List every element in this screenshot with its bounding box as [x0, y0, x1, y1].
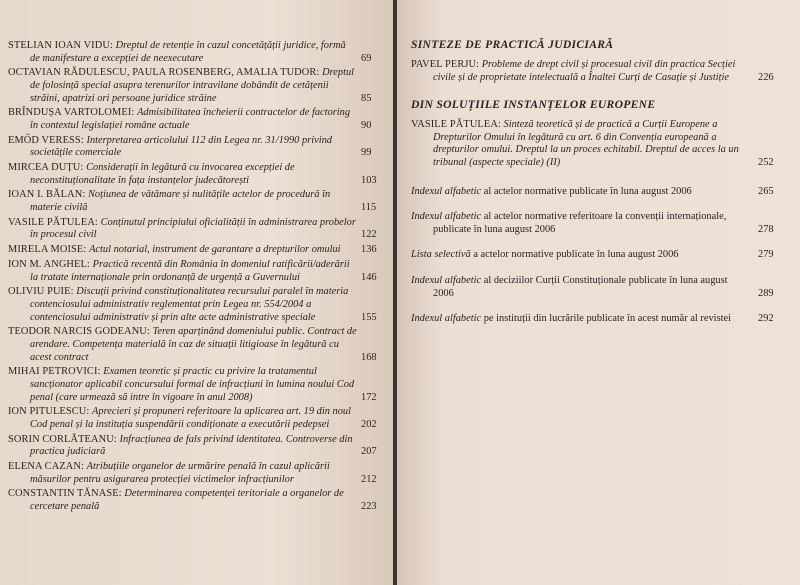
toc-entry: EMŐD VERESS: Interpretarea articolului 112 din Legea nr. 31/1990 privind societățile comerciale 99 [8, 134, 372, 159]
entry-author: PAVEL PERJU: [411, 59, 480, 70]
toc-entry: MIRELA MOISE: Actul notarial, instrument de garantare a drepturilor omului 136 [8, 244, 377, 256]
entry-author: ELENA CAZAN: [8, 461, 87, 473]
left-page [0, 0, 393, 585]
entry-title: Aprecieri și propuneri referitoare la aplicarea art. 19 din noul Cod penal și la instituția suspendării condiționate a executării pedepsei [30, 406, 352, 430]
entry-title: Noțiunea de vătămare și nulitățile actelor de procedură în materie civilă [30, 189, 331, 214]
entry-title: Probleme de drept civil și procesual civil din practica Secției civile și de proprietate intelectuală a Înaltei Curți de Casație și Justiție [433, 59, 736, 83]
index-entry-text: al deciziilor Curții Constituționale publicate în luna august 2006 [433, 274, 728, 299]
entry-author: MIRCEA DUȚU: [8, 162, 87, 174]
toc-entry: ION PITULESCU: Aprecieri și propuneri referitoare la aplicarea art. 19 din noul Cod penal și la instituția suspendării condiționate a executării pedepsei 202 [8, 406, 377, 430]
entry-author: VASILE PĂTULEA: [411, 119, 501, 131]
entry-title: Atribuțiile organelor de urmărire penală în cazul aplicării măsurilor pentru asigurarea protecției victimelor infracțiunilor [30, 461, 330, 485]
toc-entry: MIRCEA DUȚU: Considerații în legătură cu invocarea excepției de neconstituționalitate în fața instanțelor judecătorești 103 [8, 162, 377, 186]
toc-entry-perju: PAVEL PERJU: Probleme de drept civil și procesual civil din practica Secției civile și de proprietate intelectuală a Înaltei Curți de Casație și Justiție 226 [411, 59, 774, 83]
index-entry-lead: Indexul alfabetic [411, 313, 484, 325]
entry-title: Dreptul de folosință special asupra terenurilor intravilane dobândit de cetățenii străini, apatrizi ori persoane juridice străine [30, 67, 355, 104]
index-entry-text: al actelor normative publicate în luna august 2006 [483, 185, 692, 197]
entry-author: SORIN CORLĂTEANU: [8, 433, 120, 445]
entry-author: TEODOR NARCIS GODEANU: [8, 326, 153, 338]
entry-title: Teren aparținând domeniului public. Contract de arendare. Competența materială în caz de situații litigioase în legătură cu acest contract [30, 326, 357, 363]
entry-title: Admisibilitatea încheierii contractelor de factoring în contextul legislației române actuale [30, 107, 351, 131]
entry-title: Actul notarial, instrument de garantare a drepturilor omului [89, 244, 341, 256]
entry-author: CONSTANTIN TĂNASE: [8, 488, 125, 500]
entry-author: EMŐD VERESS: [8, 134, 87, 146]
index-entry: Indexul alfabetic pe instituții din lucrările publicate în acest număr al revistei 292 [411, 313, 774, 325]
entry-title: Dreptul de retenție în cazul concetățății juridice, formă de manifestare a excepției de neexecutare [30, 40, 346, 64]
index-entry-text: pe instituții din lucrările publicate în acest număr al revistei [483, 313, 731, 325]
entry-title: Sinteză teoretică și de practică a Curții Europene a Drepturilor Omului în legătură cu art. 6 din Convenția europeană a drepturilor omului. Dreptul la un proces echitabil. Dreptul de acces la un tribunal (aspecte speciale) (II) [433, 119, 739, 168]
toc-entry: MIHAI PETROVICI: Examen teoretic și practic cu privire la tratamentul sancționator aplicabil concursului formal de infracțiuni în lumina noului Cod penal (care urmează să intre în vigoare în anul 2008) 172 [8, 366, 377, 403]
toc-entry: SORIN CORLĂTEANU: Infracțiunea de fals privind identitatea. Controverse din practica judiciară 207 [8, 433, 377, 458]
entry-author: OLIVIU PUIE: [8, 286, 77, 298]
index-entry: Indexul alfabetic al deciziilor Curții Constituționale publicate în luna august 2006 289 [411, 274, 774, 299]
index-entry-lead: Indexul alfabetic [411, 211, 484, 223]
toc-entry: CONSTANTIN TĂNASE: Determinarea competenței teritoriale a organelor de cercetare penală 223 [8, 488, 377, 512]
entry-title: Determinarea competenței teritoriale a organelor de cercetare penală [30, 488, 344, 512]
index-entry-lead: Indexul alfabetic [411, 185, 484, 197]
index-entry: Lista selectivă a actelor normative publicate în luna august 2006 279 [411, 249, 774, 261]
toc-entry: OCTAVIAN RĂDULESCU, PAULA ROSENBERG, AMALIA TUDOR: Dreptul de folosință special asupra terenurilor intravilane dobândit de cetățenii străini, apatrizi ori persoane juridice străine 85 [8, 67, 372, 104]
section-heading-judicial-practice: SINTEZE DE PRACTICĂ JUDICIARĂ [411, 38, 614, 51]
toc-entry: STELIAN IOAN VIDU: Dreptul de retenție în cazul concetățății juridice, formă de manifestare a excepției de neexecutare 69 [8, 40, 372, 64]
index-entry: Indexul alfabetic al actelor normative referitoare la convenții internaționale, publicate în luna august 2006 278 [411, 211, 774, 235]
index-entry-text: al actelor normative referitoare la convenții internaționale, publicate în luna august 2006 [433, 211, 727, 235]
entry-author: IOAN I. BĂLAN: [8, 189, 88, 201]
entry-title: Examen teoretic și practic cu privire la tratamentul sancționator aplicabil concursului formal de infracțiuni în lumina noului Cod penal (care urmează să intre în vigoare în anul 2008) [30, 366, 355, 403]
toc-entry: VASILE PĂTULEA: Conținutul principiului oficialității în administrarea probelor în procesul civil 122 [8, 216, 377, 241]
toc-entry: OLIVIU PUIE: Discuții privind constituționalitatea recursului paralel în materia contenciosului administrativ reglementat prin Legea nr. 554/2004 a contenciosului administrativ și prin alte acte administrative speciale 155 [8, 286, 377, 323]
index-entry: Indexul alfabetic al actelor normative publicate în luna august 2006 265 [411, 185, 774, 197]
entry-title: Conținutul principiului oficialității în administrarea probelor în procesul civil [30, 216, 356, 241]
entry-title: Discuții privind constituționalitatea recursului paralel în materia contenciosului administrativ reglementat prin Legea nr. 554/2004 a contenciosului administrativ și prin alte acte administrative speciale [30, 286, 349, 323]
toc-entry: TEODOR NARCIS GODEANU: Teren aparținând domeniului public. Contract de arendare. Competența materială în caz de situații litigioase în legătură cu acest contract 168 [8, 326, 377, 363]
entry-title: Interpretarea articolului 112 din Legea nr. 31/1990 privind societățile comerciale [30, 134, 332, 159]
toc-entry: ELENA CAZAN: Atribuțiile organelor de urmărire penală în cazul aplicării măsurilor pentru asigurarea protecției victimelor infracțiunilor 212 [8, 461, 377, 485]
entry-author: STELIAN IOAN VIDU: [8, 40, 116, 51]
entry-author: MIRELA MOISE: [8, 244, 90, 256]
index-entry-text: a actelor normative publicate în luna august 2006 [473, 249, 679, 261]
entry-title: Infracțiunea de fals privind identitatea. Controverse din practica judiciară [30, 433, 353, 458]
toc-entry: BRÎNDUȘA VARTOLOMEI: Admisibilitatea încheierii contractelor de factoring în contextul legislației române actuale 90 [8, 107, 372, 131]
entry-author: BRÎNDUȘA VARTOLOMEI: [8, 107, 138, 119]
entry-author: ION PITULESCU: [8, 406, 93, 418]
section-heading-european-courts: DIN SOLUȚIILE INSTANȚELOR EUROPENE [411, 98, 656, 112]
entry-author: OCTAVIAN RĂDULESCU, PAULA ROSENBERG, AMALIA TUDOR: [8, 67, 323, 79]
entry-author: ION M. ANGHEL: [8, 259, 93, 270]
index-entry-lead: Indexul alfabetic [411, 274, 484, 286]
toc-entry: IOAN I. BĂLAN: Noțiunea de vătămare și nulitățile actelor de procedură în materie civilă 115 [8, 189, 377, 214]
entry-title: Considerații în legătură cu invocarea excepției de neconstituționalitate în fața instanțelor judecătorești [30, 162, 295, 186]
right-page [397, 0, 800, 585]
entry-author: MIHAI PETROVICI: [8, 366, 104, 378]
entry-title: Practică recentă din România în domeniul ratificării/aderării la tratate internaționale prin ordonanță de urgență a Guvernului [30, 259, 350, 283]
toc-entry: ION M. ANGHEL: Practică recentă din România în domeniul ratificării/aderării la tratate internaționale prin ordonanță de urgență a Guvernului 146 [8, 259, 377, 283]
entry-author: VASILE PĂTULEA: [8, 216, 101, 228]
index-list [411, 186, 780, 326]
toc-entry-patulea: VASILE PĂTULEA: Sinteză teoretică și de practică a Curții Europene a Drepturilor Omului în legătură cu art. 6 din Convenția europeană a drepturilor omului. Dreptul la un proces echitabil. Dreptul de acces la un tribunal (aspecte speciale) (II) 252 [411, 119, 774, 168]
index-entry-lead: Lista selectivă [411, 249, 474, 261]
